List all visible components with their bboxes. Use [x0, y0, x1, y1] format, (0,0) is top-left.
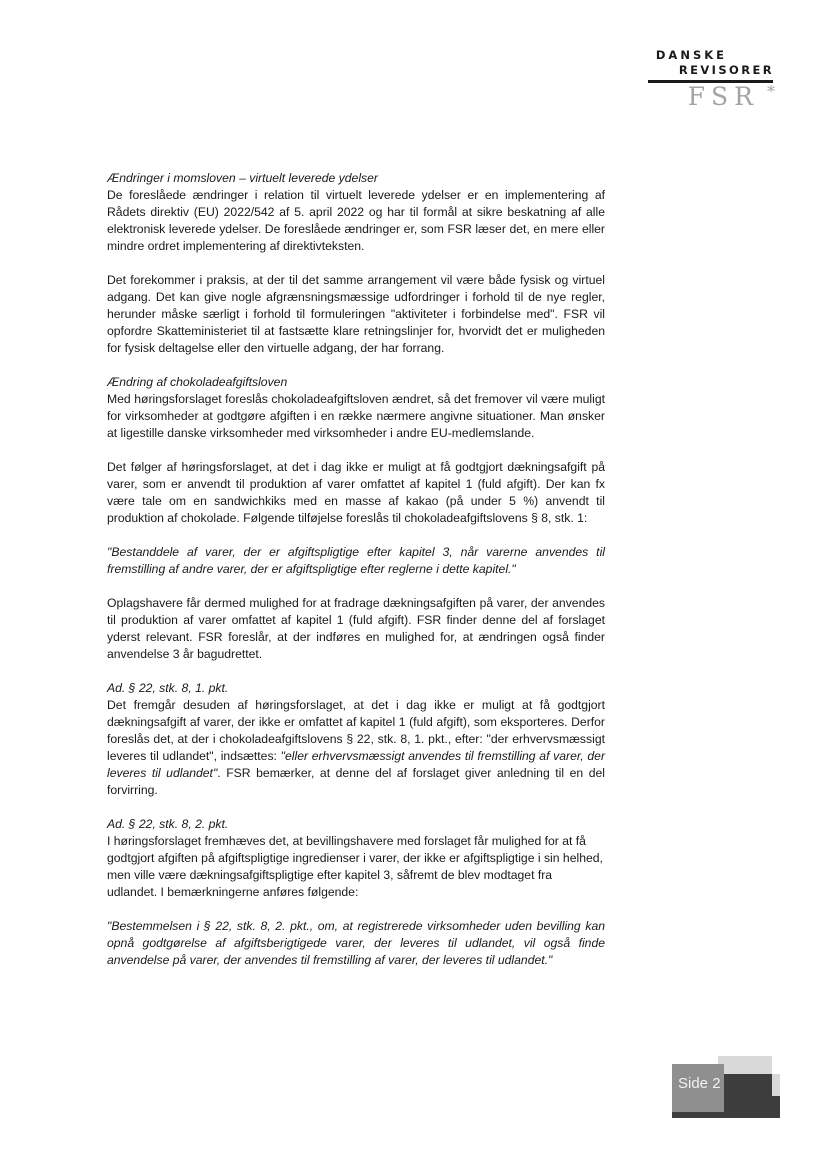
section-heading-22-8-1: Ad. § 22, stk. 8, 1. pkt. [107, 681, 229, 695]
paragraph: Det følger af høringsforslaget, at det i dag ikke er muligt at få godtgjort dækningsafgift på varer, som er anvendt til produktion af varer omfattet af kapitel 1 (fuld afgift). Der kan fx være tale om en sandwichkiks med en masse af kakao (på under 5 %) anvendt til produktion af chokolade. Følgende tilføjelse foreslås til chokoladeafgiftslovens § 8, stk. 1: [107, 460, 605, 525]
document-body [107, 170, 605, 969]
inline-quote: "eller erhvervsmæssigt anvendes til fremstilling af varer, der leveres til udlandet" [107, 749, 605, 780]
logo-fsr-mark: FSR [687, 82, 759, 111]
paragraph: Det forekommer i praksis, at der til det samme arrangement vil være både fysisk og virtuel adgang. Det kan give nogle afgrænsningsmæssige udfordringer i forhold til de nye regler, herunder måske særligt i forhold til formuleringen "aktiviteter i forbindelse med". FSR vil opfordre Skatteministeriet til at fastsætte klare retningslinjer for, hvorvidt det er muligheden for fysisk deltagelse eller den virtuelle adgang, der har forrang. [107, 273, 605, 355]
paragraph-part: . FSR bemærker, at denne del af forslaget giver anledning til en del forvirring. [107, 766, 605, 797]
section-heading-chokolade: Ændring af chokoladeafgiftsloven [107, 375, 288, 389]
paragraph: Oplagshavere får dermed mulighed for at fradrage dækningsafgiften på varer, der anvendes til produktion af varer omfattet af kapitel 1 (fuld afgift). FSR finder denne del af forslaget yderst relevant. FSR foreslår, at der indføres en mulighed for, at ændringen også finder anvendelse 3 år bagudrettet. [107, 596, 605, 661]
paragraph: De foreslåede ændringer i relation til virtuelt leverede ydelser er en implementering af Rådets direktiv (EU) 2022/542 af 5. april 2022 og har til formål at sikre beskatning af alle elektronisk leverede ydelser. De foreslåede ændringer er, som FSR læser det, en mere eller mindre ordret implementering af direktivteksten. [107, 188, 605, 253]
page-number: Side 2 [678, 1075, 721, 1092]
section-heading-moms: Ændringer i momsloven – virtuelt leverede ydelser [107, 171, 378, 185]
logo-line-revisorer: REVISORER [678, 63, 774, 77]
section-heading-22-8-2: Ad. § 22, stk. 8, 2. pkt. [107, 817, 229, 831]
logo-star: * [767, 82, 775, 101]
page-number-badge [672, 1074, 780, 1118]
paragraph: Med høringsforslaget foreslås chokoladeafgiftsloven ændret, så det fremover vil være muligt for virksomheder at godtgøre afgiften i en række nærmere angivne situationer. Man ønsker at ligestille danske virksomheder med virksomheder i andre EU-medlemslande. [107, 392, 605, 440]
quote: "Bestanddele af varer, der er afgiftspligtige efter kapitel 3, når varerne anvendes til fremstilling af andre varer, der er afgiftspligtige efter reglerne i dette kapitel." [107, 545, 605, 576]
quote: "Bestemmelsen i § 22, stk. 8, 2. pkt., om, at registrerede virksomheder uden bevilling kan opnå godtgørelse af afgiftsberigtigede varer, der leveres til udlandet, vil også finde anvendelse på varer, der anvendes til fremstilling af varer, der leveres til udlandet." [107, 919, 605, 967]
paragraph-part: Det fremgår desuden af høringsforslaget, at det i dag ikke er muligt at få godtgjort dækningsafgift af varer, der ikke er omfattet af kapitel 1 (fuld afgift), som eksporteres. Derfor foreslås det, at der i chokoladeafgiftslovens § 22, stk. 8, 1. pkt., efter: "der erhvervsmæssigt leveres til udlandet", indsættes: [107, 698, 605, 763]
paragraph: I høringsforslaget fremhæves det, at bevillingshavere med forslaget får mulighed for at få godtgjort afgiften på afgiftspligtige ingredienser i varer, der ikke er afgiftspligtige i sin helhed, men ville være dækningsafgiftspligtige efter kapitel 3, såfremt de blev modtaget fra udlandet. I bemærkningerne anføres følgende: [107, 834, 603, 899]
logo-line-danske: DANSKE [655, 48, 727, 62]
badge-corner-block [772, 1074, 780, 1096]
paragraph [107, 697, 605, 799]
